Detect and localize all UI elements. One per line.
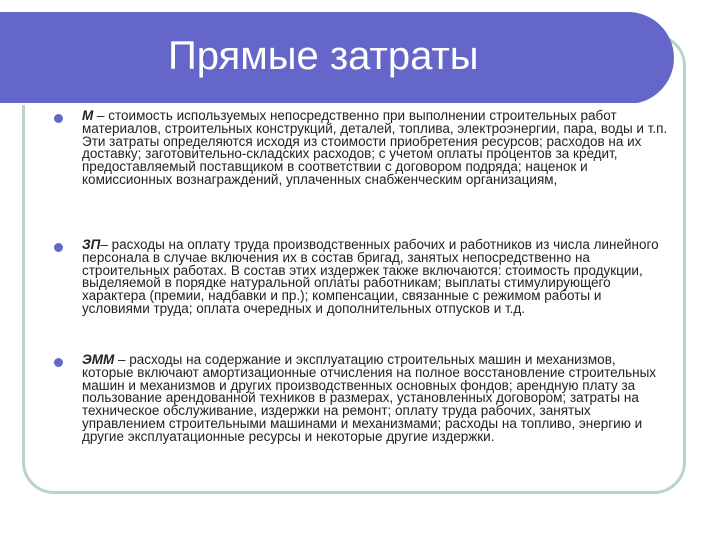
item-description: – стоимость используемых непосредственно при выполнении строительных работ материалов, строительных конструкций, деталей, топлива, электроэнергии, пара, воды и т.п. Эти затраты определяются исходя из стоимости приобретения ресурсов; расходов на их доставку; заготовительно-складских расходов; с учетом оплаты процентов за кредит, предоставляемый поставщиком в соответствии с договором подряда; наценок и комиссионных вознаграждений, уплаченных снабженческим организациям, bbox=[82, 108, 668, 187]
item-text bbox=[82, 110, 670, 187]
bullet-icon bbox=[54, 243, 63, 252]
item-text bbox=[82, 239, 670, 316]
bullet-icon bbox=[54, 114, 63, 123]
title-divider bbox=[0, 103, 674, 105]
list-item bbox=[50, 239, 670, 354]
term-label: М bbox=[82, 108, 94, 123]
list-item bbox=[50, 110, 670, 239]
item-description: – расходы на содержание и эксплуатацию строительных машин и механизмов, которые включают амортизационные отчисления на полное восстановление строительных машин и механизмов и других производственных основных фондов; арендную плату за пользование арендованной техников в размерах, установленных договором; затраты на техническое обслуживание, издержки на ремонт; оплату труда рабочих, занятых управлением строительными машинами и механизмами; расходы на топливо, энергию и другие эксплуатационные ресурсы и некоторые другие издержки. bbox=[82, 352, 657, 444]
list-item bbox=[50, 354, 670, 444]
item-text bbox=[82, 354, 670, 444]
term-label: ЗП bbox=[82, 237, 101, 252]
bullet-icon bbox=[54, 358, 63, 367]
term-label: ЭММ bbox=[82, 352, 115, 367]
title-bar bbox=[0, 12, 674, 104]
bullet-list bbox=[50, 110, 670, 444]
slide-title: Прямые затраты bbox=[168, 34, 479, 78]
item-description: – расходы на оплату труда производственных рабочих и работников из числа линейного персонала в случае включения их в состав бригад, занятых непосредственно на строительных работах. В состав этих издержек также включаются: стоимость продукции, выделяемой в порядке натуральной оплаты работникам; выплаты стимулирующего характера (премии, надбавки и пр.); компенсации, связанные с режимом работы и условиями труда; оплата очередных и дополнительных отпусков и т.д. bbox=[82, 237, 659, 316]
